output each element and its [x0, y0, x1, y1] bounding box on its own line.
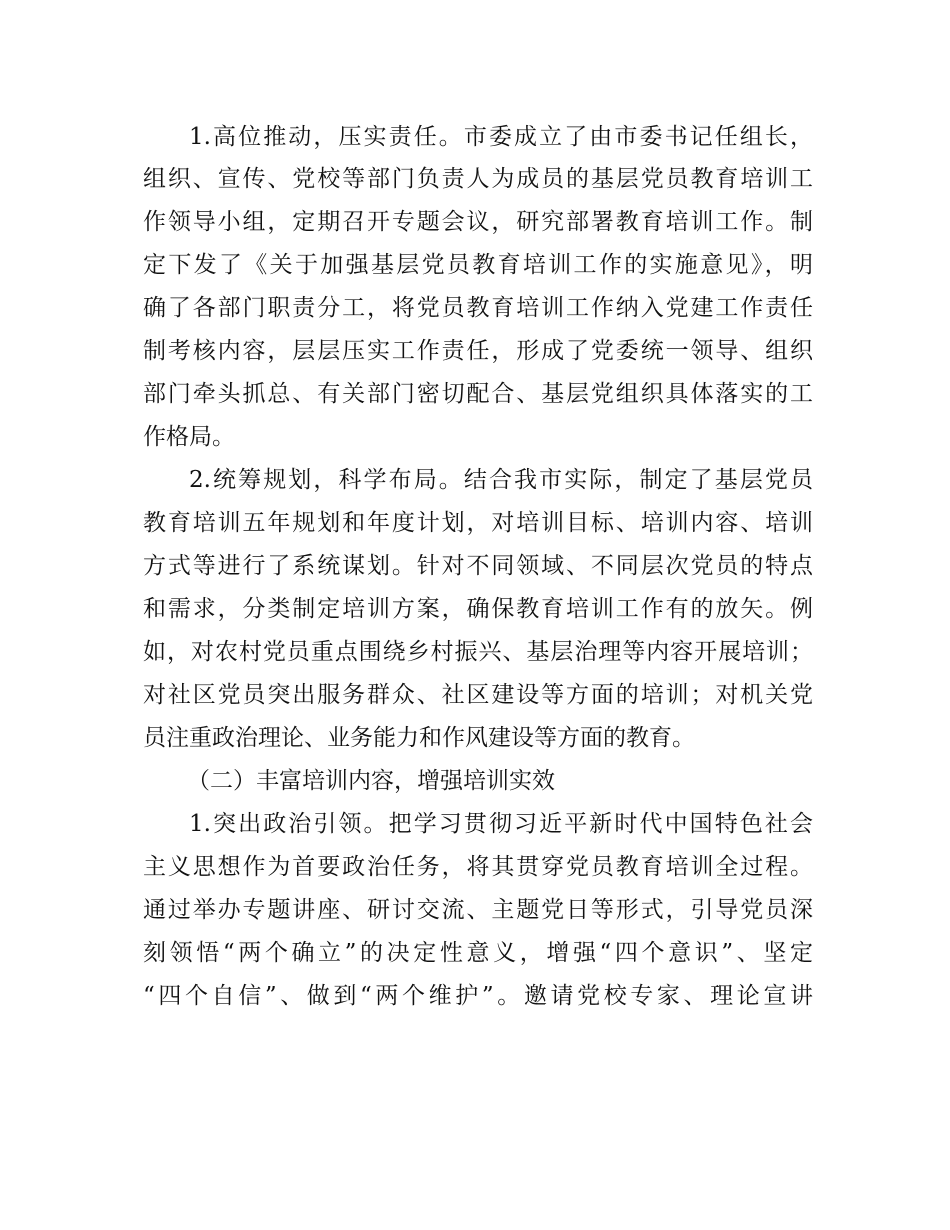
- paragraph-3-line-2: 主义思想作为首要政治任务，将其贯穿党员教育培训全过程。: [143, 854, 813, 880]
- paragraph-3-line-4: 刻领悟“两个确立”的决定性意义，增强“四个意识”、坚定: [143, 940, 813, 966]
- section-heading: （二）丰富培训内容，增强培训实效: [187, 768, 555, 794]
- paragraph-1-line-4: 定下发了《关于加强基层党员教育培训工作的实施意见》，明: [143, 252, 813, 278]
- paragraph-1-line-8: 作格局。: [143, 424, 235, 450]
- paragraph-1-line-6: 制考核内容，层层压实工作责任，形成了党委统一领导、组织: [143, 338, 813, 364]
- paragraph-3-line-3: 通过举办专题讲座、研讨交流、主题党日等形式，引导党员深: [143, 897, 813, 923]
- paragraph-2-line-6: 对社区党员突出服务群众、社区建设等方面的培训；对机关党: [143, 682, 813, 708]
- paragraph-1-line-2: 组织、宣传、党校等部门负责人为成员的基层党员教育培训工: [143, 166, 813, 192]
- paragraph-1-line-1: 1.高位推动，压实责任。市委成立了由市委书记任组长，: [189, 124, 813, 150]
- paragraph-1-line-5: 确了各部门职责分工，将党员教育培训工作纳入党建工作责任: [143, 295, 813, 321]
- paragraph-2-line-7: 员注重政治理论、业务能力和作风建设等方面的教育。: [143, 725, 695, 751]
- paragraph-3-line-5: “四个自信”、做到“两个维护”。邀请党校专家、理论宣讲: [143, 983, 813, 1009]
- paragraph-2-line-4: 和需求，分类制定培训方案，确保教育培训工作有的放矢。例: [143, 596, 813, 622]
- paragraph-2-line-1: 2.统筹规划，科学布局。结合我市实际，制定了基层党员: [189, 467, 813, 493]
- paragraph-1-line-3: 作领导小组，定期召开专题会议，研究部署教育培训工作。制: [143, 209, 813, 235]
- paragraph-3-line-1: 1.突出政治引领。把学习贯彻习近平新时代中国特色社会: [189, 811, 813, 837]
- paragraph-2-line-2: 教育培训五年规划和年度计划，对培训目标、培训内容、培训: [143, 510, 813, 536]
- paragraph-2-line-5: 如，对农村党员重点围绕乡村振兴、基层治理等内容开展培训；: [143, 639, 813, 665]
- paragraph-2-line-3: 方式等进行了系统谋划。针对不同领域、不同层次党员的特点: [143, 553, 813, 579]
- paragraph-1-line-7: 部门牵头抓总、有关部门密切配合、基层党组织具体落实的工: [143, 381, 813, 407]
